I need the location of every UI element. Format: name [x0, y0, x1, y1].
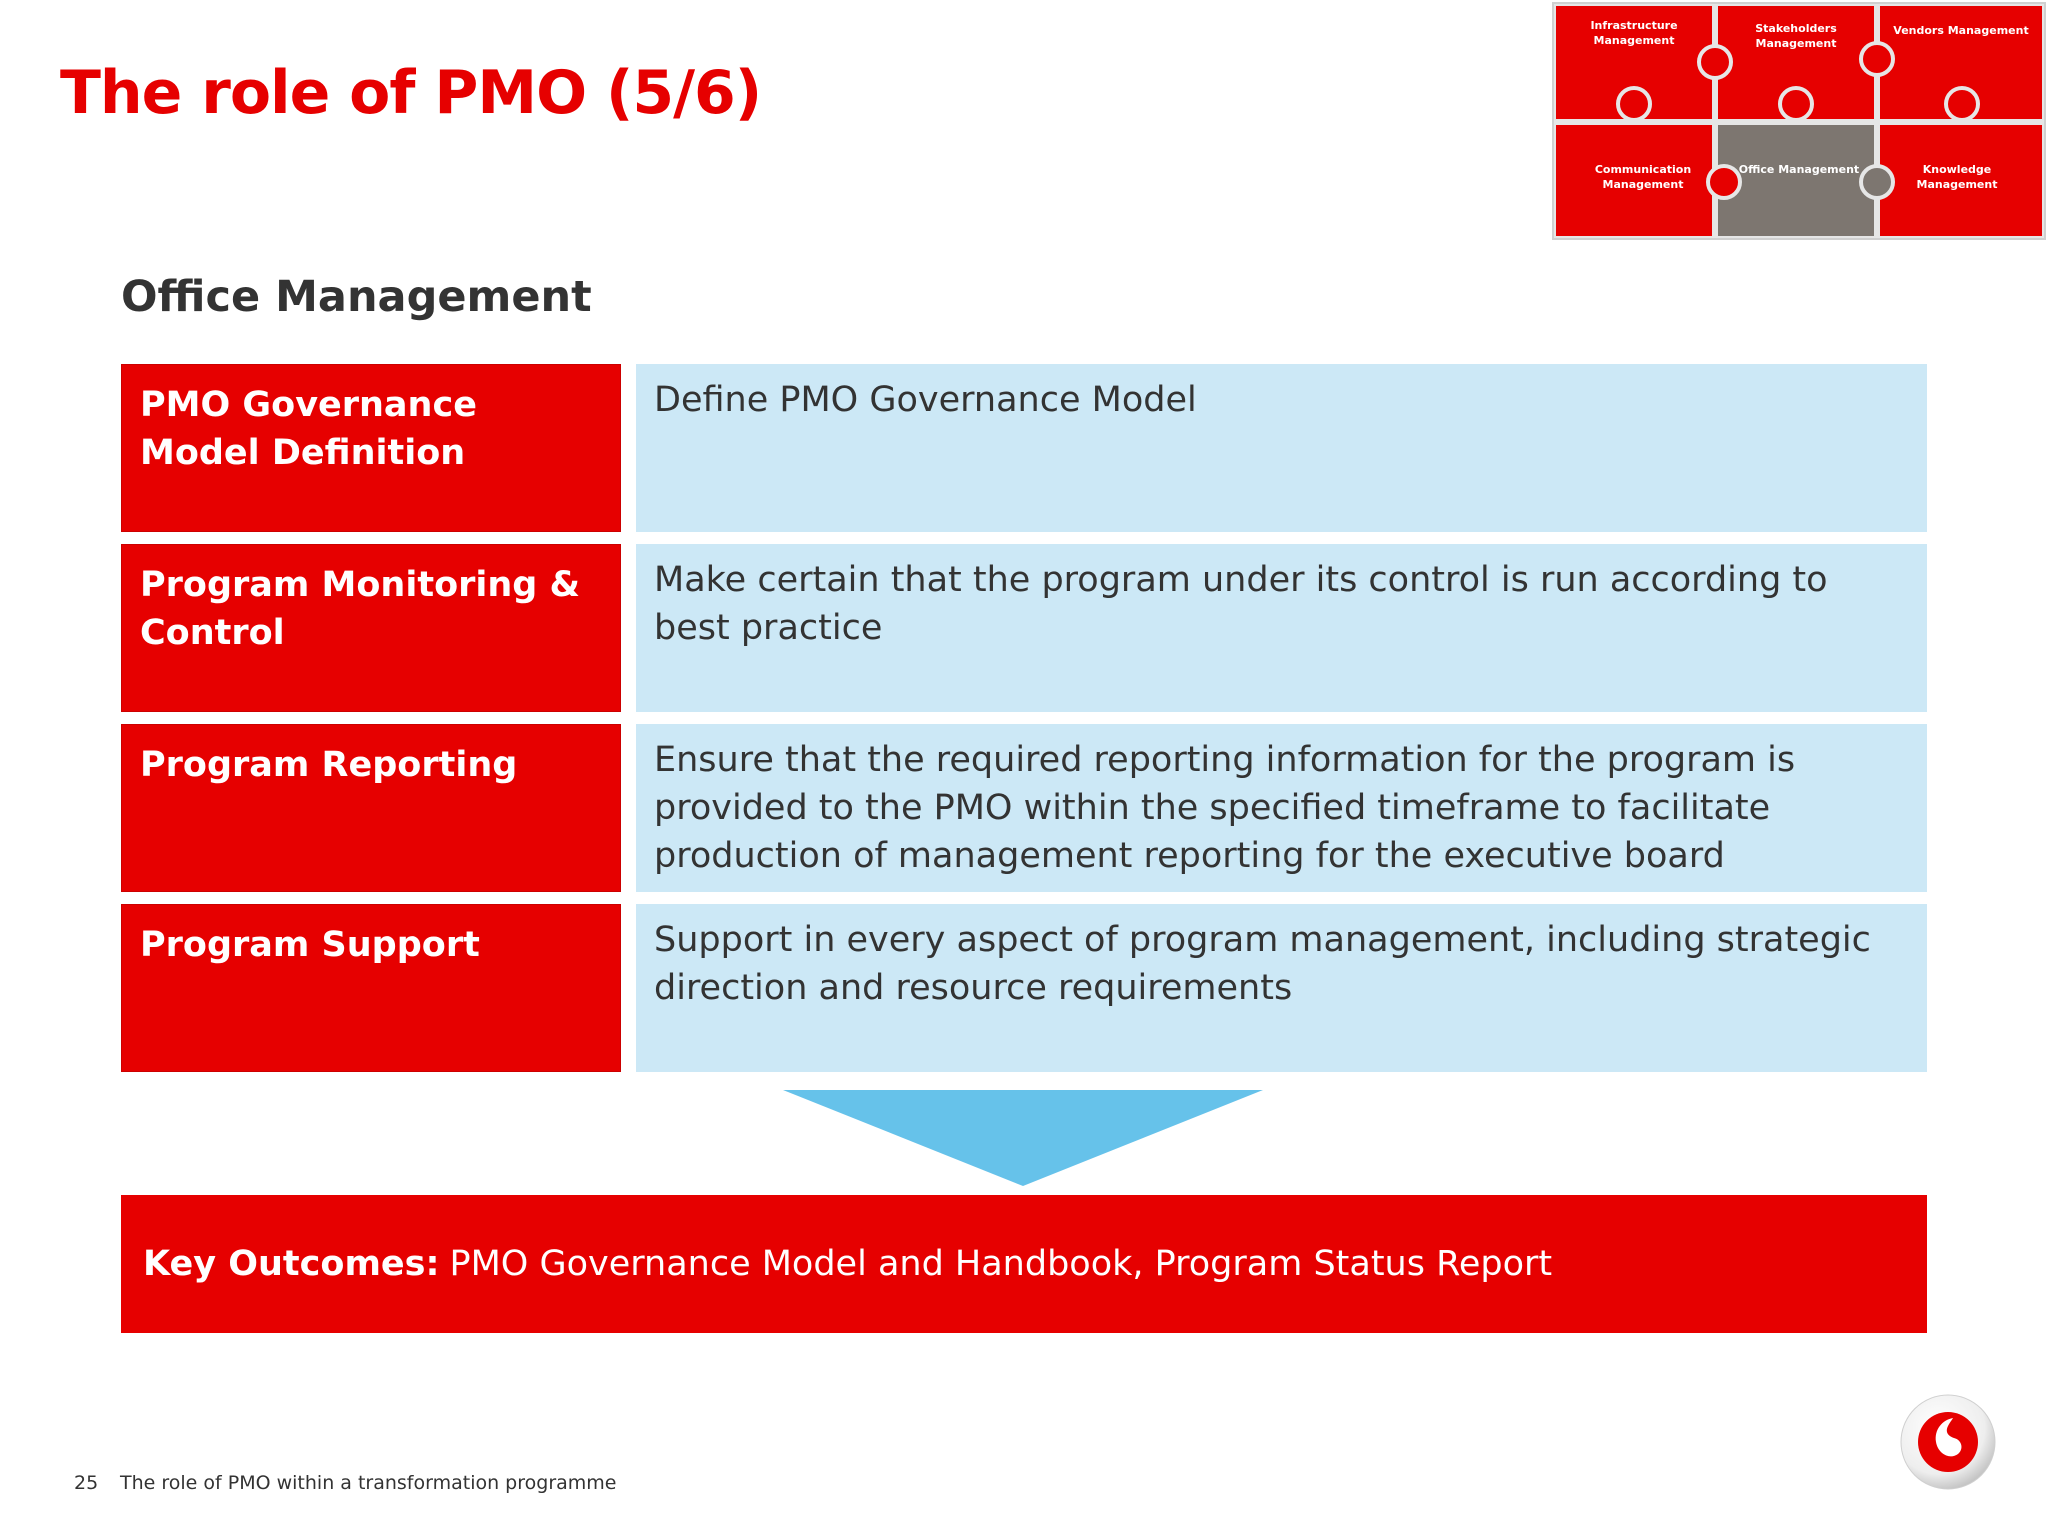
puzzle-knob — [1946, 88, 1978, 120]
puzzle-label-knowledge: Knowledge Management — [1916, 163, 1998, 191]
row-title: Program Reporting — [121, 724, 621, 892]
row-description: Support in every aspect of program management, including strategic direction and resource requirements — [636, 904, 1927, 1072]
row-description: Ensure that the required reporting information for the program is provided to the PMO within the specified timeframe to facilitate production of management reporting for the executive board — [636, 724, 1927, 892]
puzzle-knob — [1618, 88, 1650, 120]
table-row — [121, 364, 1927, 532]
key-outcomes-text: PMO Governance Model and Handbook, Program Status Report — [449, 1244, 1553, 1284]
puzzle-label-infrastructure: Infrastructure Management — [1590, 19, 1678, 47]
table-row — [121, 904, 1927, 1072]
footer-text: The role of PMO within a transformation programme — [120, 1472, 617, 1494]
puzzle-knob — [1780, 88, 1812, 120]
row-description: Make certain that the program under its control is run according to best practice — [636, 544, 1927, 712]
page-title: The role of PMO (5/6) — [60, 58, 762, 128]
table-row — [121, 724, 1927, 892]
key-outcomes-bar — [121, 1195, 1927, 1333]
page-number: 25 — [74, 1472, 99, 1494]
row-title: Program Support — [121, 904, 621, 1072]
puzzle-label-office: Office Management — [1738, 163, 1860, 176]
vodafone-logo-icon — [1898, 1392, 1998, 1492]
puzzle-navigation-graphic — [1552, 2, 2046, 240]
footer — [74, 1472, 616, 1494]
down-arrow-icon — [783, 1090, 1263, 1188]
row-title: PMO Governance Model Definition — [121, 364, 621, 532]
table-row — [121, 544, 1927, 712]
puzzle-label-vendors: Vendors Management — [1893, 24, 2029, 37]
row-description: Define PMO Governance Model — [636, 364, 1927, 532]
section-heading: Office Management — [121, 272, 592, 322]
puzzle-label-communication: Communication Management — [1594, 163, 1692, 191]
row-title: Program Monitoring & Control — [121, 544, 621, 712]
key-outcomes-label: Key Outcomes: — [143, 1244, 440, 1284]
puzzle-label-stakeholders: Stakeholders Management — [1755, 22, 1837, 50]
